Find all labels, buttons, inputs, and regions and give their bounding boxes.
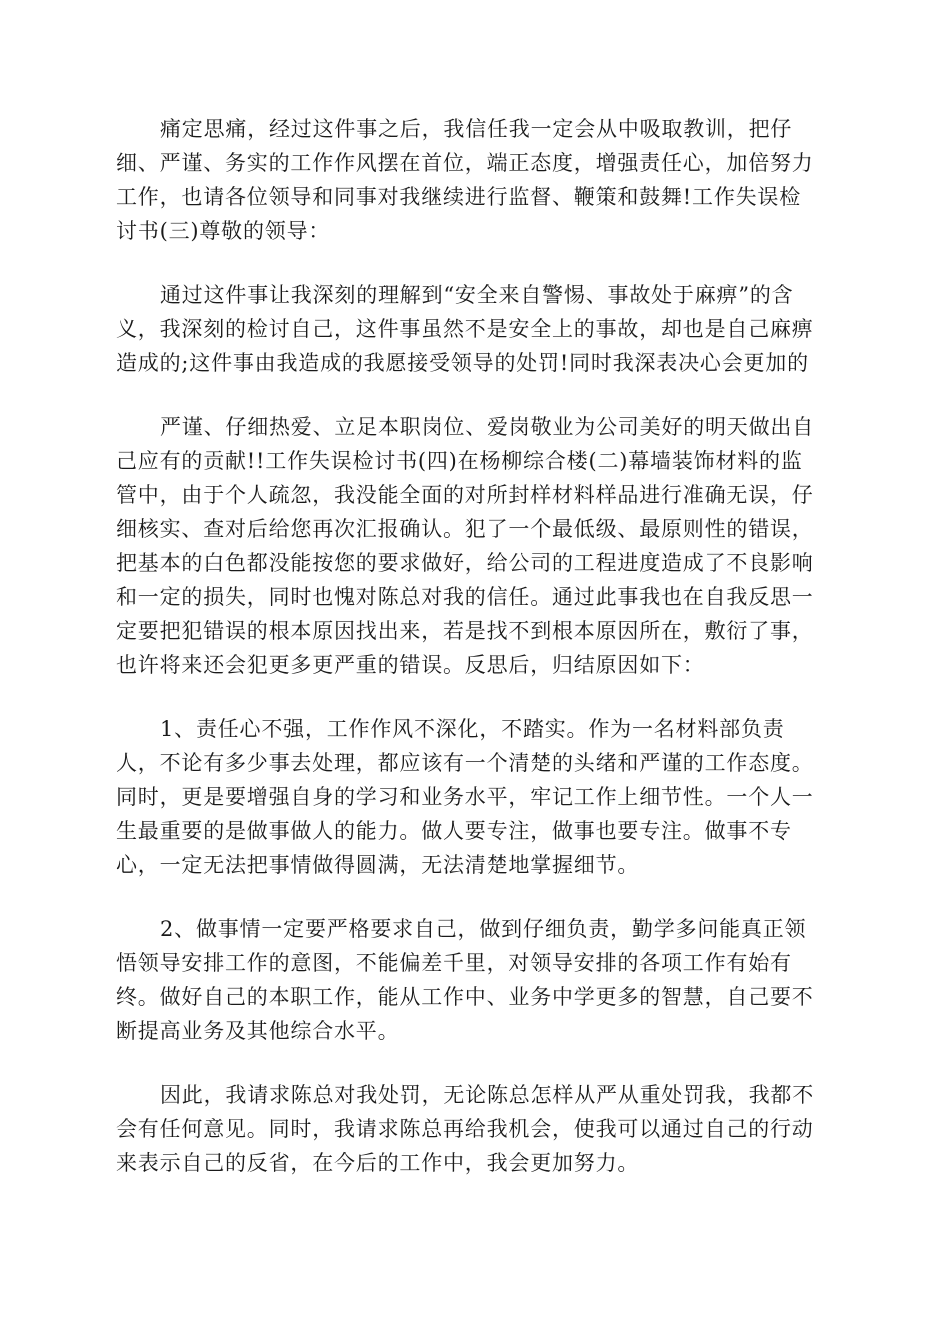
paragraph-line: 心，一定无法把事情做得圆满，无法清楚地掌握细节。 <box>116 853 640 877</box>
paragraph-line: 人，不论有多少事去处理，都应该有一个清楚的头绪和严谨的工作态度。 <box>116 751 814 775</box>
paragraph-line: 细、严谨、务实的工作作风摆在首位，端正态度，增强责任心，加倍努力 <box>116 151 814 175</box>
paragraph-line: 造成的;这件事由我造成的我愿接受领导的处罚!同时我深表决心会更加的 <box>116 351 809 375</box>
paragraph-line: 终。做好自己的本职工作，能从工作中、业务中学更多的智慧，自己要不 <box>116 985 814 1009</box>
paragraph-line: 悟领导安排工作的意图，不能偏差千里，对领导安排的各项工作有始有 <box>116 951 792 975</box>
paragraph-line: 痛定思痛，经过这件事之后，我信任我一定会从中吸取教训，把仔 <box>160 117 793 141</box>
paragraph-line: 己应有的贡献!!工作失误检讨书(四)在杨柳综合楼(二)幕墙装饰材料的监 <box>116 449 803 473</box>
paragraph-line: 通过这件事让我深刻的理解到“安全来自警惕、事故处于麻痹”的含 <box>160 283 794 307</box>
paragraph-2 <box>116 278 834 380</box>
paragraph-line: 同时，更是要增强自身的学习和业务水平，牢记工作上细节性。一个人一 <box>116 785 814 809</box>
paragraph-line: 生最重要的是做事做人的能力。做人要专注，做事也要专注。做事不专 <box>116 819 792 843</box>
paragraph-6 <box>116 1078 834 1180</box>
paragraph-3 <box>116 410 834 682</box>
paragraph-line: 严谨、仔细热爱、立足本职岗位、爱岗敬业为公司美好的明天做出自 <box>160 415 814 439</box>
paragraph-4 <box>116 712 834 882</box>
paragraph-line: 把基本的白色都没能按您的要求做好，给公司的工程进度造成了不良影响 <box>116 551 814 575</box>
paragraph-line: 断提高业务及其他综合水平。 <box>116 1019 400 1043</box>
paragraph-1 <box>116 112 834 248</box>
paragraph-5 <box>116 912 834 1048</box>
paragraph-line: 和一定的损失，同时也愧对陈总对我的信任。通过此事我也在自我反思一 <box>116 585 814 609</box>
paragraph-line: 工作，也请各位领导和同事对我继续进行监督、鞭策和鼓舞!工作失误检 <box>116 185 802 209</box>
document-body <box>116 112 834 1180</box>
paragraph-line: 会有任何意见。同时，我请求陈总再给我机会，使我可以通过自己的行动 <box>116 1117 814 1141</box>
paragraph-line: 也许将来还会犯更多更严重的错误。反思后，归结原因如下： <box>116 653 705 677</box>
paragraph-line: 义，我深刻的检讨自己，这件事虽然不是安全上的事故，却也是自己麻痹 <box>116 317 814 341</box>
paragraph-line: 2、做事情一定要严格要求自己，做到仔细负责，勤学多问能真正领 <box>160 917 807 941</box>
paragraph-line: 细核实、查对后给您再次汇报确认。犯了一个最低级、最原则性的错误， <box>116 517 814 541</box>
paragraph-line: 管中，由于个人疏忽，我没能全面的对所封样材料样品进行准确无误，仔 <box>116 483 814 507</box>
paragraph-line: 讨书(三)尊敬的领导： <box>116 219 331 243</box>
paragraph-line: 定要把犯错误的根本原因找出来，若是找不到根本原因所在，敷衍了事， <box>116 619 814 643</box>
paragraph-line: 来表示自己的反省，在今后的工作中，我会更加努力。 <box>116 1151 640 1175</box>
paragraph-line: 1、责任心不强，工作作风不深化，不踏实。作为一名材料部负责 <box>160 717 785 741</box>
paragraph-line: 因此，我请求陈总对我处罚，无论陈总怎样从严从重处罚我，我都不 <box>160 1083 814 1107</box>
